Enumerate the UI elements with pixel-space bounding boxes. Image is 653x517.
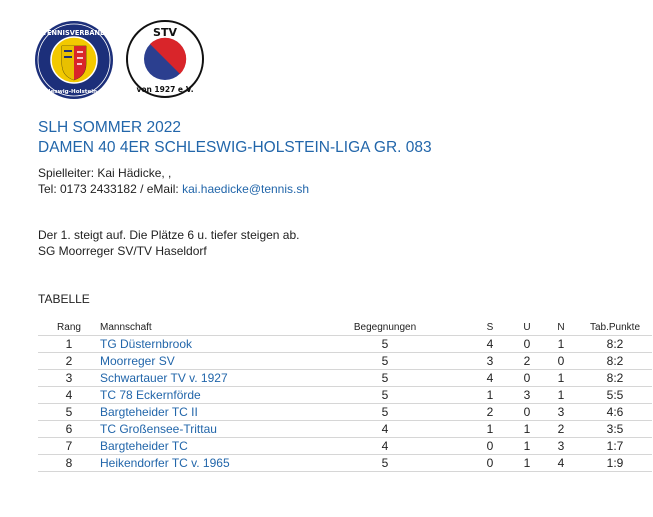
team-link[interactable]: TC Großensee-Trittau [100, 421, 300, 438]
cell-wins: 2 [470, 404, 510, 421]
cell-matches: 5 [300, 387, 470, 404]
cell-losses: 0 [544, 353, 578, 370]
page-title: SLH SOMMER 2022 [38, 119, 181, 136]
league-leader: Spielleiter: Kai Hädicke, , [38, 166, 172, 180]
cell-losses: 3 [544, 404, 578, 421]
header-rank: Rang [57, 321, 81, 333]
cell-points: 1:7 [578, 438, 652, 455]
table-header-row [38, 319, 652, 336]
team-link[interactable]: Heikendorfer TC v. 1965 [100, 455, 300, 472]
cell-losses: 1 [544, 387, 578, 404]
team-link[interactable]: TG Düsternbrook [100, 336, 300, 353]
cell-rank: 7 [38, 438, 100, 455]
promotion-note: Der 1. steigt auf. Die Plätze 6 u. tiefer steigen ab. [38, 228, 300, 242]
team-link[interactable]: Schwartauer TV v. 1927 [100, 370, 300, 387]
cell-matches: 4 [300, 421, 470, 438]
cell-losses: 2 [544, 421, 578, 438]
stv-logo-top-text: STV [153, 26, 177, 39]
cell-draws: 1 [510, 438, 544, 455]
standings-table [38, 319, 652, 472]
table-row [38, 455, 652, 472]
tennisverband-shield-logo [34, 20, 114, 100]
club-note: SG Moorreger SV/TV Haseldorf [38, 244, 207, 258]
team-link[interactable]: Bargteheider TC [100, 438, 300, 455]
team-link[interactable]: Moorreger SV [100, 353, 300, 370]
table-row [38, 421, 652, 438]
cell-rank: 2 [38, 353, 100, 370]
table-row [38, 336, 652, 353]
cell-wins: 4 [470, 370, 510, 387]
team-link[interactable]: Bargteheider TC II [100, 404, 300, 421]
email-link[interactable]: kai.haedicke@tennis.sh [182, 182, 310, 196]
cell-draws: 2 [510, 353, 544, 370]
cell-wins: 0 [470, 455, 510, 472]
header-points: Tab.Punkte [589, 321, 641, 333]
header-losses: N [557, 321, 565, 333]
table-row [38, 370, 652, 387]
cell-matches: 5 [300, 404, 470, 421]
cell-matches: 5 [300, 336, 470, 353]
table-row [38, 438, 652, 455]
cell-wins: 4 [470, 336, 510, 353]
contact-line [38, 182, 309, 196]
cell-points: 8:2 [578, 370, 652, 387]
cell-points: 5:5 [578, 387, 652, 404]
cell-losses: 1 [544, 336, 578, 353]
cell-points: 8:2 [578, 336, 652, 353]
cell-matches: 4 [300, 438, 470, 455]
cell-rank: 6 [38, 421, 100, 438]
cell-draws: 1 [510, 421, 544, 438]
table-title: TABELLE [38, 292, 90, 306]
cell-wins: 0 [470, 438, 510, 455]
header-draws: U [523, 321, 531, 333]
logo-bottom-text: Schleswig-Holstein e.V. [37, 89, 111, 95]
cell-draws: 3 [510, 387, 544, 404]
cell-matches: 5 [300, 353, 470, 370]
cell-rank: 5 [38, 404, 100, 421]
league-title: DAMEN 40 4ER SCHLESWIG-HOLSTEIN-LIGA GR. 083 [38, 139, 432, 156]
table-row [38, 387, 652, 404]
phone-text: Tel: 0173 2433182 / eMail: [38, 182, 183, 196]
header-matches: Begegnungen [353, 321, 417, 333]
header-wins: S [486, 321, 494, 333]
cell-wins: 1 [470, 421, 510, 438]
team-link[interactable]: TC 78 Eckernförde [100, 387, 300, 404]
cell-rank: 3 [38, 370, 100, 387]
cell-wins: 3 [470, 353, 510, 370]
header-team: Mannschaft [100, 321, 152, 333]
cell-wins: 1 [470, 387, 510, 404]
cell-rank: 8 [38, 455, 100, 472]
table-row [38, 404, 652, 421]
cell-matches: 5 [300, 455, 470, 472]
stv-logo [126, 20, 204, 98]
cell-matches: 5 [300, 370, 470, 387]
cell-rank: 4 [38, 387, 100, 404]
cell-points: 4:6 [578, 404, 652, 421]
cell-rank: 1 [38, 336, 100, 353]
logo-top-text: TENNISVERBAND [42, 29, 106, 37]
cell-losses: 4 [544, 455, 578, 472]
cell-losses: 1 [544, 370, 578, 387]
cell-draws: 0 [510, 404, 544, 421]
cell-draws: 0 [510, 336, 544, 353]
table-row [38, 353, 652, 370]
stv-logo-bottom-text: von 1927 e.V. [136, 85, 194, 94]
cell-draws: 0 [510, 370, 544, 387]
cell-points: 1:9 [578, 455, 652, 472]
cell-draws: 1 [510, 455, 544, 472]
cell-losses: 3 [544, 438, 578, 455]
cell-points: 3:5 [578, 421, 652, 438]
cell-points: 8:2 [578, 353, 652, 370]
